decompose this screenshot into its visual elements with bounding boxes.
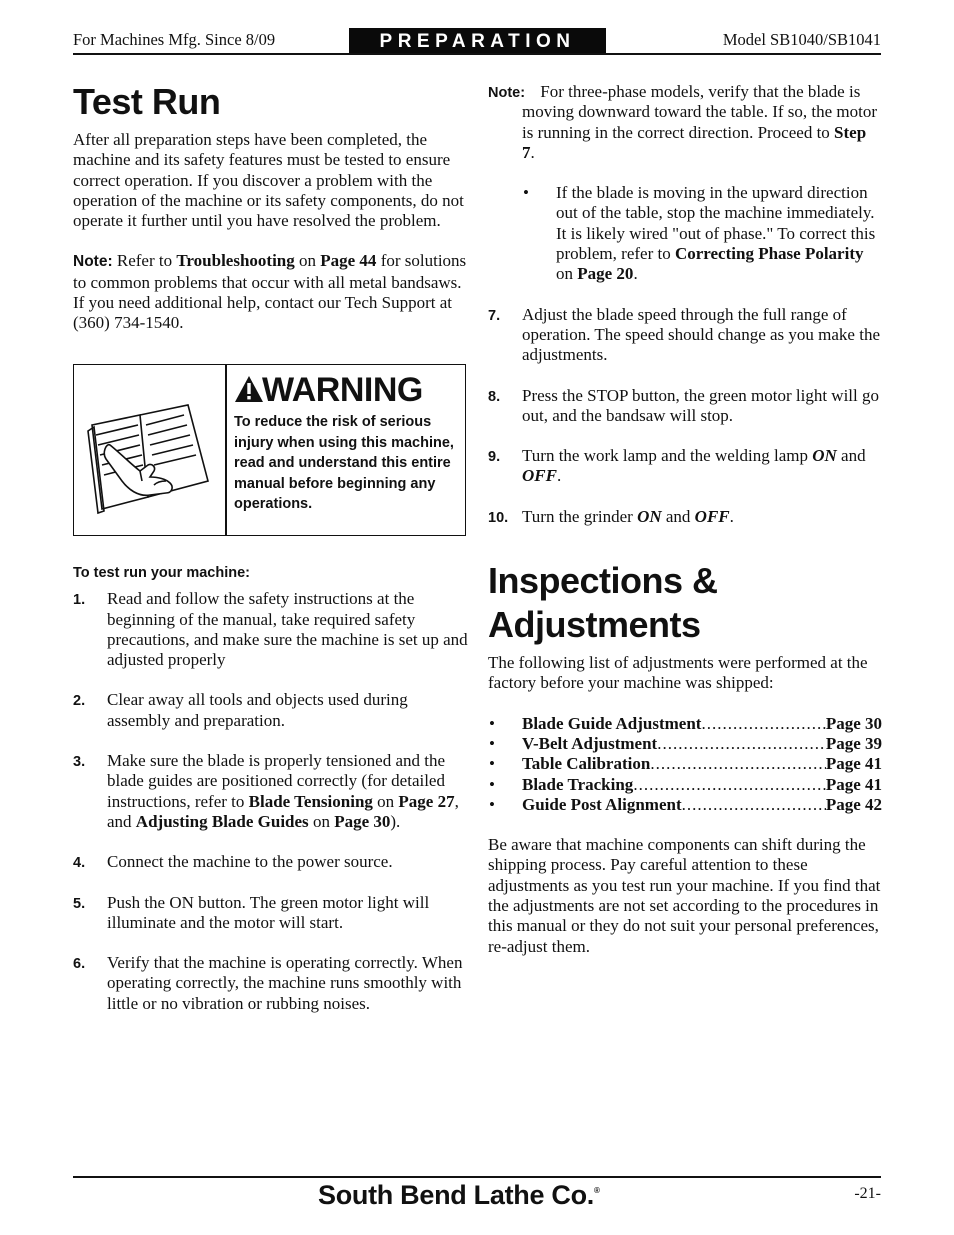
warning-title: WARNING	[234, 370, 423, 410]
brand-logo: South Bend Lathe Co.®	[318, 1180, 600, 1210]
adjustments-list	[488, 714, 882, 815]
procedure-heading: To test run your machine:	[73, 565, 250, 581]
step-6: 6. Verify that the machine is operating correctly. When operating correctly, the machine runs smoothly with little or no vibration or rubbing noises.	[73, 953, 463, 1013]
test-run-title: Test Run	[73, 81, 221, 122]
warning-divider	[225, 365, 227, 535]
header-machines-date: For Machines Mfg. Since 8/09	[73, 30, 276, 49]
right-column	[488, 82, 882, 957]
left-column-steps	[73, 563, 468, 1014]
troubleshooting-note: Note: Refer to Troubleshooting on Page 44 for solutions to common problems that occur with all metal bandsaws. If you need additional help, contact our Tech Support at (360) 734-1540.	[73, 251, 467, 333]
step-9: 9. Turn the work lamp and the welding lamp ON and OFF.	[488, 446, 866, 486]
inspections-title-line-1: Inspections &	[488, 560, 718, 602]
test-run-intro: After all preparation steps have been completed, the machine and its safety features must be tested to ensure correct operation. If you discover a problem with the operation of the machine or its safety components, do not operate it further until you have resolved the problem.	[73, 130, 464, 231]
warning-box	[73, 364, 466, 536]
header-model: Model SB1040/SB1041	[722, 30, 881, 49]
inspections-intro: The following list of adjustments were performed at the factory before your machine was shipped:	[488, 653, 868, 693]
step-8: 8. Press the STOP button, the green motor light will go out, and the bandsaw will stop.	[488, 385, 879, 425]
adjustment-item: • Blade Tracking ..... Page 41	[488, 775, 882, 795]
adjustment-item: • V-Belt Adjustment ..... Page 39	[488, 734, 882, 754]
warning-triangle-icon	[234, 375, 264, 403]
adjustment-item: • Blade Guide Adjustment ..... Page 30	[488, 714, 882, 734]
header-rule	[73, 53, 881, 55]
step-2: 2. Clear away all tools and objects used during assembly and preparation.	[73, 690, 408, 730]
adjustment-item: • Guide Post Alignment ..... Page 42	[488, 795, 882, 815]
adjustment-item: • Table Calibration ..... Page 41	[488, 754, 882, 774]
step-3: 3. Make sure the blade is properly tensioned and the blade guides are positioned correctly (for detailed instructions, refer to Blade Tensioning on Page 27, and Adjusting Blade Guides on Page 30).	[73, 751, 459, 831]
step-1: 1. Read and follow the safety instructions at the beginning of the manual, take required safety precautions, and make sure the machine is set up and adjusted properly	[73, 589, 468, 670]
step-4: 4. Connect the machine to the power source.	[73, 852, 393, 872]
three-phase-note: Note: For three-phase models, verify that the blade is moving downward toward the table. If so, the motor is running in the correct direction. Proceed to Step 7.	[488, 82, 878, 162]
inspections-title-line-2: Adjustments	[488, 604, 701, 646]
manual-reading-icon	[80, 385, 220, 517]
footer-rule	[73, 1176, 881, 1178]
inspections-closing: Be aware that machine components can shift during the shipping process. Pay careful attention to these adjustments as you test run your machine. If you find that the adjustments are not set according to the procedures in this manual or they do not suit your personal preferences, re-adjust them.	[488, 835, 881, 956]
warning-text: To reduce the risk of serious injury when using this machine, read and understand this entire manual before beginning any operations.	[234, 414, 454, 512]
section-banner: PREPARATION	[349, 28, 606, 54]
phase-bullet: • If the blade is moving in the upward direction out of the table, stop the machine immediately. It is likely wired "out of phase." To correct this problem, refer to Correcting Phase Polarity on Page 20.	[523, 183, 876, 284]
step-7: 7. Adjust the blade speed through the full range of operation. The speed should change as you make the adjustments.	[488, 304, 880, 365]
step-10: 10. Turn the grinder ON and OFF.	[488, 506, 734, 526]
page-number: -21-	[854, 1185, 881, 1202]
step-5: 5. Push the ON button. The green motor light will illuminate and the motor will start.	[73, 892, 430, 932]
left-column-top	[73, 80, 468, 334]
